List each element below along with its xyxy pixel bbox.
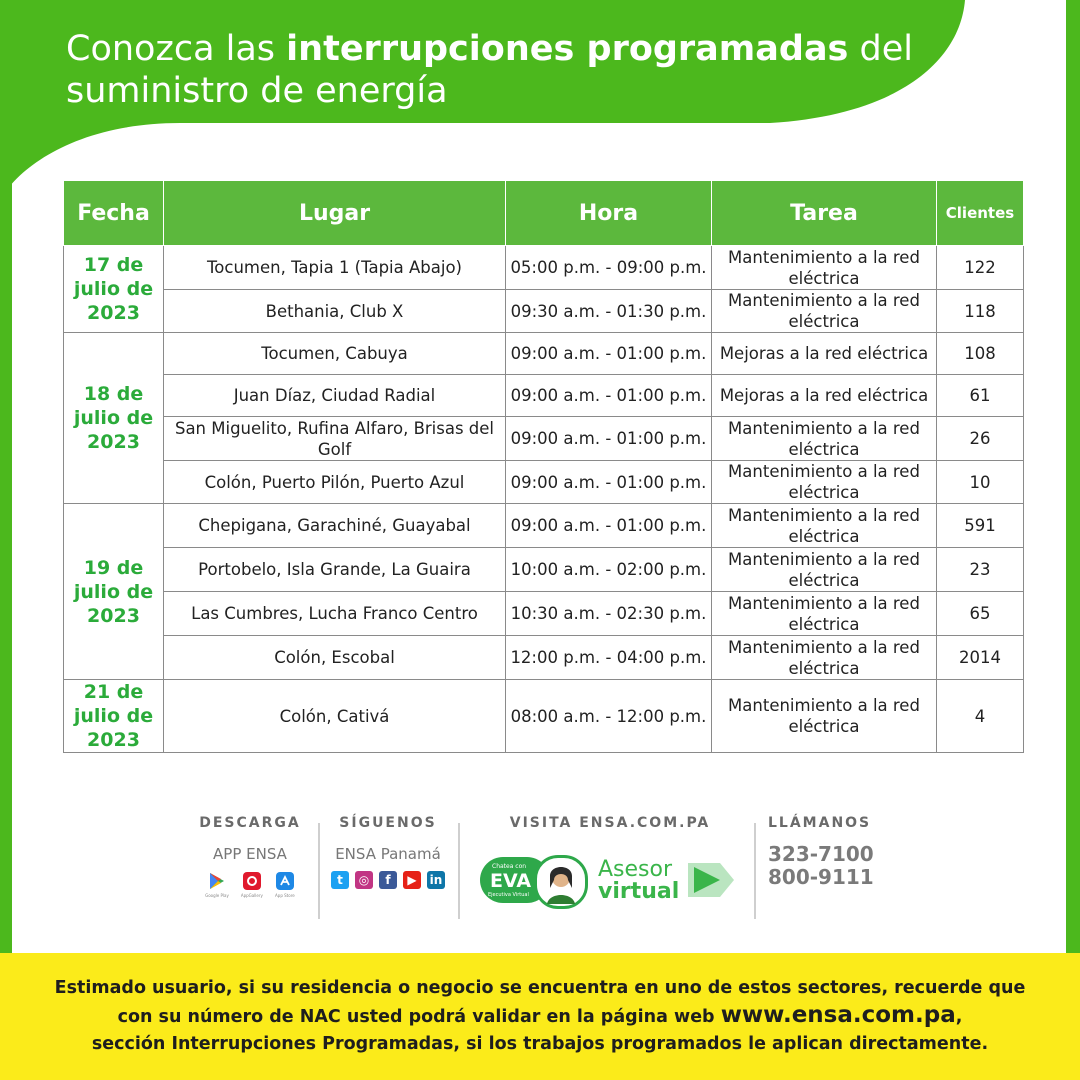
- hora-cell: 08:00 a.m. - 12:00 p.m.: [506, 680, 712, 753]
- tarea-cell: Mantenimiento a la red eléctrica: [712, 636, 937, 680]
- clientes-cell: 26: [937, 417, 1024, 461]
- table-row: [64, 461, 1024, 504]
- title-bold: interrupciones programadas: [286, 29, 849, 69]
- schedule-table: [63, 180, 1024, 753]
- tarea-cell: Mantenimiento a la red eléctrica: [712, 246, 937, 290]
- huawei-appgallery-icon: [242, 871, 262, 891]
- table-header-row: [64, 181, 1024, 246]
- clientes-cell: 65: [937, 592, 1024, 636]
- hora-cell: 09:00 a.m. - 01:00 p.m.: [506, 417, 712, 461]
- clientes-cell: 2014: [937, 636, 1024, 680]
- date-cell: 21 de julio de 2023: [64, 680, 164, 753]
- eva-avatar: [534, 855, 588, 909]
- notice-banner: [0, 953, 1080, 1080]
- notice-line-1: Estimado usuario, si su residencia o negocio se encuentra en uno de estos sectores, recuerde que: [54, 978, 1026, 998]
- column-header: Clientes: [937, 181, 1024, 246]
- table-row: [64, 680, 1024, 753]
- lugar-cell: Chepigana, Garachiné, Guayabal: [164, 504, 506, 548]
- green-right-border: [1066, 0, 1080, 955]
- table-row: [64, 290, 1024, 333]
- follow-section: [328, 815, 448, 889]
- notice-line-3: sección Interrupciones Programadas, si los trabajos programados le aplican directamente.: [91, 1034, 989, 1054]
- eva-label: EVA: [490, 870, 532, 892]
- clientes-cell: 122: [937, 246, 1024, 290]
- tarea-cell: Mantenimiento a la red eléctrica: [712, 548, 937, 592]
- app-store-link[interactable]: [275, 871, 295, 898]
- tarea-cell: Mantenimiento a la red eléctrica: [712, 461, 937, 504]
- lugar-cell: Tocumen, Tapia 1 (Tapia Abajo): [164, 246, 506, 290]
- clientes-cell: 108: [937, 333, 1024, 375]
- lugar-cell: Juan Díaz, Ciudad Radial: [164, 375, 506, 417]
- table-row: [64, 636, 1024, 680]
- visit-section: [475, 815, 745, 831]
- appgallery-label: AppGallery: [240, 893, 263, 898]
- clientes-cell: 61: [937, 375, 1024, 417]
- facebook-icon[interactable]: f: [379, 871, 397, 889]
- column-header: Lugar: [164, 181, 506, 246]
- app-ensa-label: APP ENSA: [213, 845, 287, 863]
- date-cell: 19 de julio de 2023: [64, 504, 164, 680]
- visit-heading: VISITA ENSA.COM.PA: [509, 815, 711, 831]
- footer-strip: [190, 815, 890, 925]
- table-row: [64, 417, 1024, 461]
- table-row: [64, 504, 1024, 548]
- footer-divider: [458, 823, 460, 919]
- lugar-cell: Colón, Cativá: [164, 680, 506, 753]
- column-header: Fecha: [64, 181, 164, 246]
- lugar-cell: San Miguelito, Rufina Alfaro, Brisas del Golf: [164, 417, 506, 461]
- eva-sub-label: Ejecutiva Virtual: [488, 892, 529, 898]
- phone-number-2[interactable]: 800-9111: [768, 865, 874, 889]
- tarea-cell: Mantenimiento a la red eléctrica: [712, 680, 937, 753]
- lugar-cell: Colón, Puerto Pilón, Puerto Azul: [164, 461, 506, 504]
- tarea-cell: Mejoras a la red eléctrica: [712, 333, 937, 375]
- app-store-label: App Store: [275, 893, 295, 898]
- hora-cell: 12:00 p.m. - 04:00 p.m.: [506, 636, 712, 680]
- avatar-icon: [537, 858, 585, 906]
- notice-text: [40, 975, 1040, 1058]
- column-header: Tarea: [712, 181, 937, 246]
- clientes-cell: 591: [937, 504, 1024, 548]
- lugar-cell: Bethania, Club X: [164, 290, 506, 333]
- download-section: [190, 815, 310, 898]
- footer-divider: [318, 823, 320, 919]
- asesor-virtual-link[interactable]: [598, 859, 679, 903]
- appgallery-link[interactable]: [241, 871, 263, 898]
- download-heading: DESCARGA: [199, 815, 301, 831]
- eva-small-label: Chatea con: [492, 863, 527, 870]
- twitter-icon[interactable]: t: [331, 871, 349, 889]
- lugar-cell: Las Cumbres, Lucha Franco Centro: [164, 592, 506, 636]
- hora-cell: 10:30 a.m. - 02:30 p.m.: [506, 592, 712, 636]
- lugar-cell: Portobelo, Isla Grande, La Guaira: [164, 548, 506, 592]
- table-row: [64, 592, 1024, 636]
- tarea-cell: Mejoras a la red eléctrica: [712, 375, 937, 417]
- follow-heading: SÍGUENOS: [339, 815, 437, 831]
- hora-cell: 10:00 a.m. - 02:00 p.m.: [506, 548, 712, 592]
- call-heading: LLÁMANOS: [768, 815, 872, 831]
- hora-cell: 09:00 a.m. - 01:00 p.m.: [506, 333, 712, 375]
- notice-line-2: con su número de NAC usted podrá validar en la página web: [117, 1007, 721, 1027]
- instagram-icon[interactable]: ◎: [355, 871, 373, 889]
- virtual-label: virtual: [598, 879, 680, 904]
- table-row: [64, 333, 1024, 375]
- website-link[interactable]: www.ensa.com.pa: [720, 1002, 956, 1028]
- clientes-cell: 4: [937, 680, 1024, 753]
- table-row: [64, 548, 1024, 592]
- page-title: [66, 28, 946, 112]
- hora-cell: 09:00 a.m. - 01:00 p.m.: [506, 504, 712, 548]
- lugar-cell: Tocumen, Cabuya: [164, 333, 506, 375]
- asesor-label: Asesor: [598, 857, 673, 882]
- google-play-link[interactable]: [205, 871, 229, 898]
- green-left-strip: [0, 0, 12, 955]
- tarea-cell: Mantenimiento a la red eléctrica: [712, 290, 937, 333]
- footer-divider: [754, 823, 756, 919]
- google-play-label: Google Play: [205, 893, 229, 898]
- lugar-cell: Colón, Escobal: [164, 636, 506, 680]
- google-play-icon: [207, 871, 227, 891]
- title-text-1: Conozca las: [66, 29, 287, 69]
- table-row: [64, 375, 1024, 417]
- title-text-2: del: [848, 29, 914, 69]
- app-store-icon: [275, 871, 295, 891]
- tarea-cell: Mantenimiento a la red eléctrica: [712, 504, 937, 548]
- tarea-cell: Mantenimiento a la red eléctrica: [712, 417, 937, 461]
- hora-cell: 09:00 a.m. - 01:00 p.m.: [506, 375, 712, 417]
- phone-number-1[interactable]: 323-7100: [768, 842, 874, 866]
- date-cell: 17 de julio de 2023: [64, 246, 164, 333]
- tarea-cell: Mantenimiento a la red eléctrica: [712, 592, 937, 636]
- hora-cell: 09:00 a.m. - 01:00 p.m.: [506, 461, 712, 504]
- ensa-panama-label: ENSA Panamá: [335, 845, 441, 863]
- clientes-cell: 23: [937, 548, 1024, 592]
- play-arrow-icon: [684, 859, 736, 901]
- hora-cell: 09:30 a.m. - 01:30 p.m.: [506, 290, 712, 333]
- column-header: Hora: [506, 181, 712, 246]
- date-cell: 18 de julio de 2023: [64, 333, 164, 504]
- linkedin-icon[interactable]: in: [427, 871, 445, 889]
- hora-cell: 05:00 p.m. - 09:00 p.m.: [506, 246, 712, 290]
- notice-comma: ,: [955, 1007, 963, 1027]
- clientes-cell: 10: [937, 461, 1024, 504]
- call-section: [768, 815, 888, 889]
- table-row: [64, 246, 1024, 290]
- youtube-icon[interactable]: ▶: [403, 871, 421, 889]
- title-line-2: suministro de energía: [66, 71, 448, 111]
- clientes-cell: 118: [937, 290, 1024, 333]
